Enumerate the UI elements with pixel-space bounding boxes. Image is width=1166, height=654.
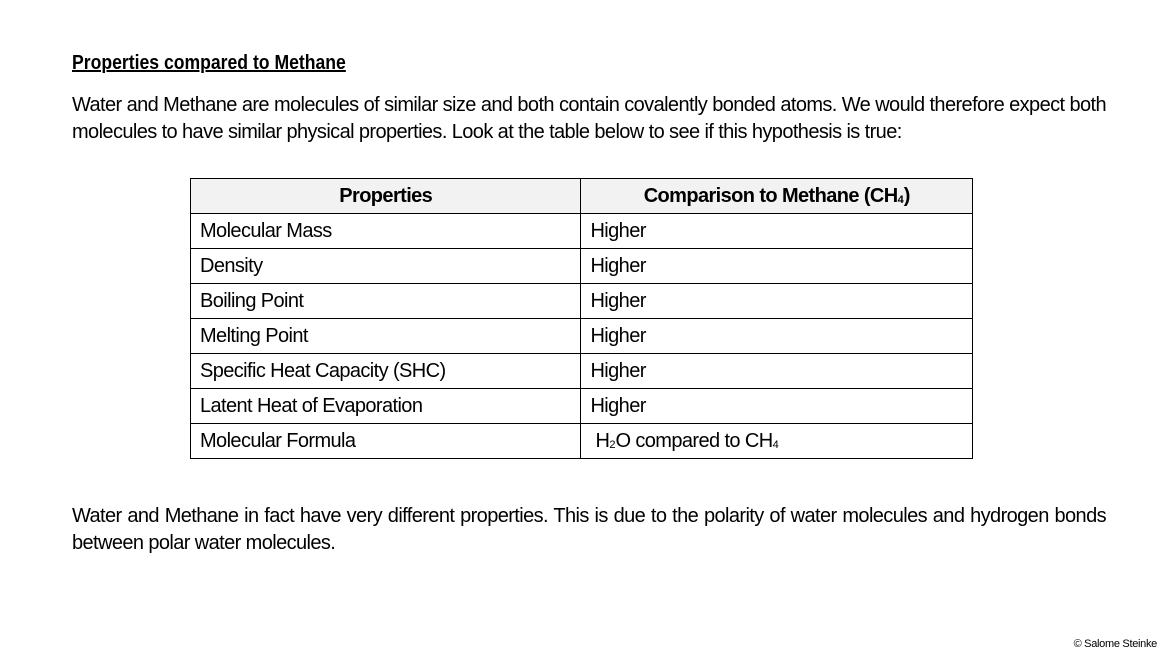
copyright-credit: © Salome Steinke	[1073, 638, 1157, 650]
comparison-cell: Higher	[581, 354, 973, 389]
table-row	[191, 319, 973, 354]
formula-mid: O compared to CH	[615, 429, 773, 452]
table-row	[191, 389, 973, 424]
property-cell: Melting Point	[191, 319, 581, 354]
header-comparison-tail: )	[903, 184, 910, 207]
conclusion-paragraph: Water and Methane in fact have very different properties. This is due to the polarity of water molecules and hydrogen bonds between polar water molecules.	[72, 505, 1106, 554]
properties-table	[190, 178, 973, 459]
property-cell: Boiling Point	[191, 284, 581, 319]
header-comparison	[581, 179, 973, 214]
comparison-cell: Higher	[581, 249, 973, 284]
property-cell: Molecular Formula	[191, 424, 581, 459]
section-heading: Properties compared to Methane	[72, 52, 346, 74]
property-cell: Molecular Mass	[191, 214, 581, 249]
table-row	[191, 249, 973, 284]
header-properties: Properties	[191, 179, 581, 214]
table-row	[191, 214, 973, 249]
table-row	[191, 284, 973, 319]
property-cell: Specific Heat Capacity (SHC)	[191, 354, 581, 389]
comparison-cell: Higher	[581, 319, 973, 354]
formula-h: H	[595, 429, 610, 452]
comparison-cell: Higher	[581, 214, 973, 249]
formula-cell	[581, 424, 973, 459]
header-comparison-text: Comparison to Methane (CH	[643, 184, 898, 207]
intro-paragraph: Water and Methane are molecules of similar size and both contain covalently bonded atoms. We would therefore expect both molecules to have similar physical properties. Look at the table below to see if this hypothesis is true:	[72, 94, 1106, 143]
formula-h-subscript: 2	[609, 438, 616, 451]
table-row-formula	[191, 424, 973, 459]
comparison-cell: Higher	[581, 389, 973, 424]
formula-ch-subscript: 4	[772, 438, 779, 451]
table-row	[191, 354, 973, 389]
table-header-row	[191, 179, 973, 214]
property-cell: Latent Heat of Evaporation	[191, 389, 581, 424]
header-comparison-subscript: 4	[897, 193, 904, 206]
comparison-cell: Higher	[581, 284, 973, 319]
property-cell: Density	[191, 249, 581, 284]
